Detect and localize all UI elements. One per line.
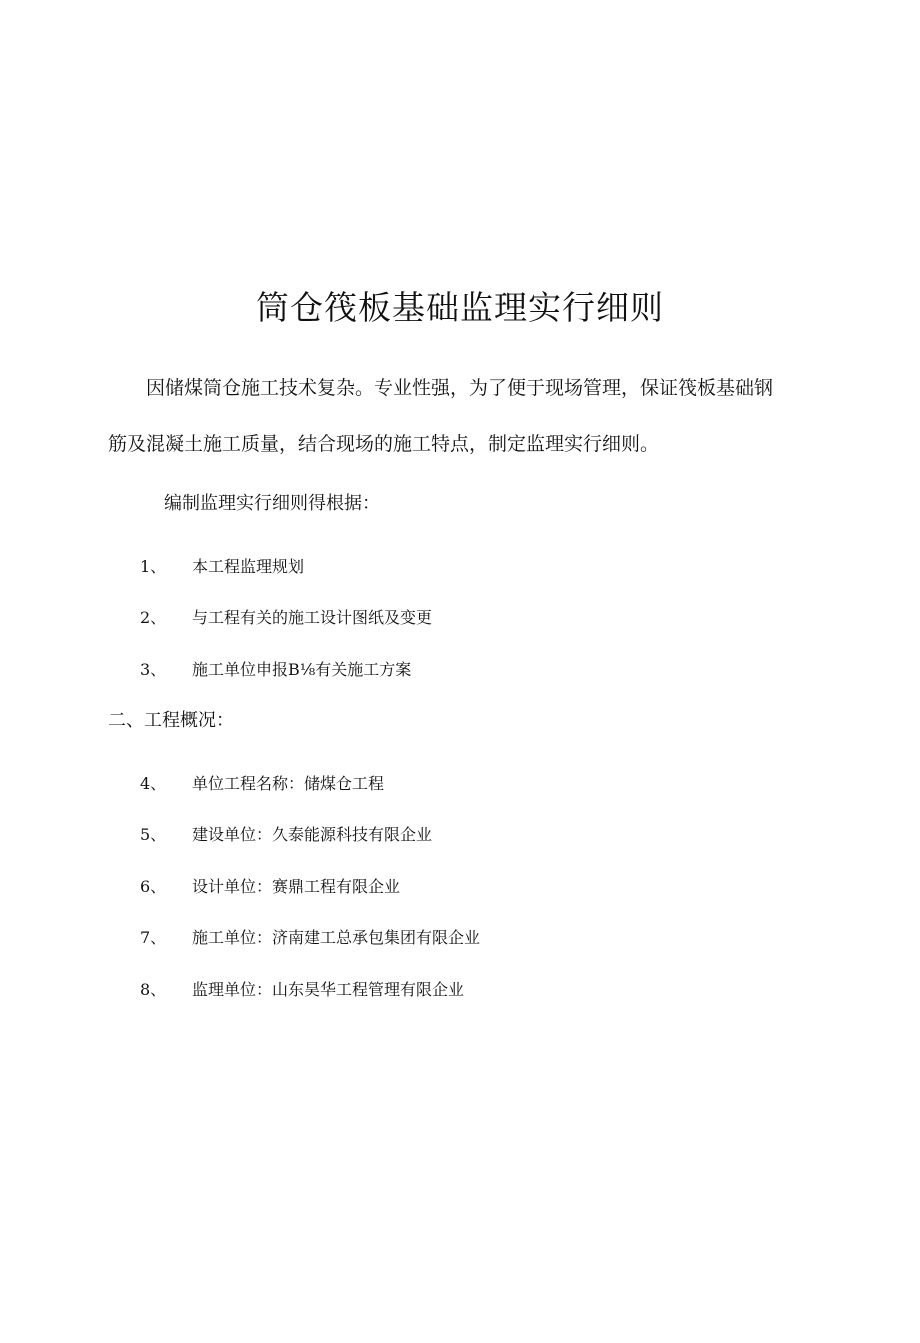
list-item-text: 单位工程名称：储煤仓工程 (192, 774, 385, 793)
list-item-number: 7、 (140, 928, 167, 947)
list-item-text: 与工程有关的施工设计图纸及变更 (192, 608, 433, 627)
list-item-text: 本工程监理规划 (192, 557, 305, 576)
intro-paragraph-line-2: 筋及混凝土施工质量，结合现场的施工特点，制定监理实行细则。 (108, 433, 660, 455)
overview-heading: 二、工程概况： (108, 710, 234, 731)
list-item-number: 8、 (140, 980, 167, 999)
list-item-number: 1、 (140, 557, 167, 576)
intro-paragraph-line-1: 因储煤筒仓施工技术复杂。专业性强，为了便于现场管理，保证筏板基础钢 (146, 377, 774, 399)
list-item-text: 施工单位申报B⅛有关施工方案 (192, 660, 412, 679)
list-item-number: 5、 (140, 825, 167, 844)
list-item-number: 2、 (140, 608, 167, 627)
list-item-number: 4、 (140, 774, 167, 793)
list-item-text: 施工单位：济南建工总承包集团有限企业 (192, 928, 481, 947)
basis-heading: 编制监理实行细则得根据： (164, 493, 380, 514)
list-item-number: 3、 (140, 660, 167, 679)
list-item-text: 建设单位：久泰能源科技有限企业 (192, 825, 433, 844)
document-title: 筒仓筏板基础监理实行细则 (256, 288, 664, 327)
list-item-text: 设计单位：赛鼎工程有限企业 (192, 877, 401, 896)
list-item-number: 6、 (140, 877, 167, 896)
list-item-text: 监理单位：山东昊华工程管理有限企业 (192, 980, 465, 999)
